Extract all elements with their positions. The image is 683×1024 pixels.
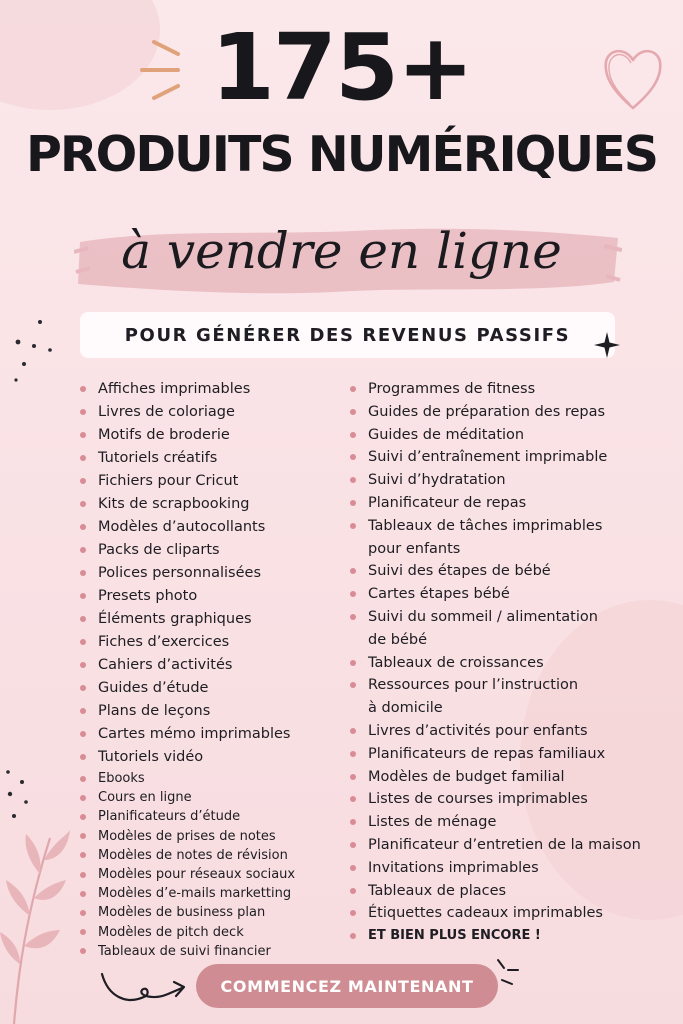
bullet-dot — [350, 682, 356, 688]
list-item: Tableaux de places — [350, 880, 670, 903]
list-item: Planificateur d’entretien de la maison — [350, 834, 670, 857]
list-item: Livres d’activités pour enfants — [350, 720, 670, 743]
bullet-dot — [80, 409, 86, 415]
bullet-dot — [80, 386, 86, 392]
hero-title: PRODUITS NUMÉRIQUES — [26, 126, 657, 183]
hero-number: 175+ — [210, 14, 473, 121]
list-item: Plans de leçons — [80, 700, 338, 723]
list-item: Guides d’étude — [80, 677, 338, 700]
start-now-button[interactable]: COMMENCEZ MAINTENANT — [196, 964, 498, 1008]
list-item: Tutoriels créatifs — [80, 447, 338, 470]
list-item: Modèles de business plan — [80, 903, 338, 922]
bullet-dot — [350, 933, 356, 939]
list-item: Cartes mémo imprimables — [80, 723, 338, 746]
bullet-dot — [350, 432, 356, 438]
bullet-dot — [80, 593, 86, 599]
bullet-dot — [80, 872, 86, 878]
list-item: Polices personnalisées — [80, 562, 338, 585]
bullet-dot — [350, 728, 356, 734]
list-item: Suivi du sommeil / alimentation de bébé — [350, 606, 670, 652]
list-item: Suivi d’hydratation — [350, 469, 670, 492]
list-item: Éléments graphiques — [80, 608, 338, 631]
list-item: Suivi des étapes de bébé — [350, 560, 670, 583]
list-item: Tutoriels vidéo — [80, 746, 338, 769]
product-list-left — [80, 378, 338, 961]
bullet-dot — [350, 751, 356, 757]
list-item: Livres de coloriage — [80, 401, 338, 424]
list-item: Tableaux de tâches imprimables pour enfants — [350, 515, 670, 561]
bullet-dot — [80, 524, 86, 530]
bullet-dot — [80, 814, 86, 820]
bullet-dot — [80, 891, 86, 897]
bullet-dot — [350, 614, 356, 620]
bullet-dot — [350, 454, 356, 460]
bullet-dot — [80, 910, 86, 916]
bullet-dot — [80, 478, 86, 484]
bullet-dot — [80, 754, 86, 760]
bullet-dot — [80, 639, 86, 645]
bullet-dot — [80, 570, 86, 576]
list-item: Modèles d’autocollants — [80, 516, 338, 539]
bullet-dot — [80, 455, 86, 461]
leaf-branch-icon — [0, 824, 72, 1024]
bullet-dot — [80, 731, 86, 737]
list-item: Cahiers d’activités — [80, 654, 338, 677]
bullet-dot — [80, 776, 86, 782]
bullet-dot — [80, 795, 86, 801]
list-item: Fichiers pour Cricut — [80, 470, 338, 493]
bullet-dot — [80, 685, 86, 691]
list-item: Planificateurs d’étude — [80, 807, 338, 826]
list-item: Motifs de broderie — [80, 424, 338, 447]
list-item: Cours en ligne — [80, 788, 338, 807]
list-item: Packs de cliparts — [80, 539, 338, 562]
list-item: Kits de scrapbooking — [80, 493, 338, 516]
list-item: Cartes étapes bébé — [350, 583, 670, 606]
bullet-dot — [350, 888, 356, 894]
final-list-item: ET BIEN PLUS ENCORE ! — [350, 925, 670, 948]
bullet-dot — [350, 819, 356, 825]
bullet-dot — [80, 708, 86, 714]
list-item: Ressources pour l’instruction à domicile — [350, 674, 670, 720]
bullet-dot — [80, 547, 86, 553]
list-item: Affiches imprimables — [80, 378, 338, 401]
bullet-dot — [350, 796, 356, 802]
list-item: Programmes de fitness — [350, 378, 670, 401]
bullet-dot — [80, 852, 86, 858]
list-item: Modèles de pitch deck — [80, 923, 338, 942]
list-item: Modèles pour réseaux sociaux — [80, 865, 338, 884]
subtitle-banner — [80, 312, 615, 358]
dots-icon — [2, 764, 42, 824]
list-item: Modèles d’e-mails marketting — [80, 884, 338, 903]
list-item: Modèles de prises de notes — [80, 827, 338, 846]
dots-icon — [8, 316, 58, 386]
bullet-dot — [80, 948, 86, 954]
bullet-dot — [350, 523, 356, 529]
script-headline: à vendre en ligne — [121, 222, 562, 280]
motion-lines-icon — [494, 958, 520, 988]
bullet-dot — [350, 774, 356, 780]
bullet-dot — [80, 833, 86, 839]
list-item: Modèles de notes de révision — [80, 846, 338, 865]
bullet-dot — [350, 409, 356, 415]
list-item: Planificateurs de repas familiaux — [350, 743, 670, 766]
list-item: Listes de courses imprimables — [350, 788, 670, 811]
bullet-dot — [350, 660, 356, 666]
sparkle-icon — [594, 332, 620, 358]
list-item: Presets photo — [80, 585, 338, 608]
list-item: Listes de ménage — [350, 811, 670, 834]
bullet-dot — [350, 477, 356, 483]
list-item: Modèles de budget familial — [350, 766, 670, 789]
list-item: Suivi d’entraînement imprimable — [350, 446, 670, 469]
bullet-dot — [80, 616, 86, 622]
list-item: Tableaux de suivi financier — [80, 942, 338, 961]
bullet-dot — [350, 568, 356, 574]
bullet-dot — [350, 910, 356, 916]
list-item: Fiches d’exercices — [80, 631, 338, 654]
subtitle-text: POUR GÉNÉRER DES REVENUS PASSIFS — [124, 324, 571, 346]
list-item: Ebooks — [80, 769, 338, 788]
list-item: Guides de méditation — [350, 424, 670, 447]
bullet-dot — [350, 591, 356, 597]
bullet-dot — [350, 865, 356, 871]
list-item: Invitations imprimables — [350, 857, 670, 880]
product-list-right — [350, 378, 670, 948]
list-item: Guides de préparation des repas — [350, 401, 670, 424]
list-item: Étiquettes cadeaux imprimables — [350, 902, 670, 925]
bullet-dot — [350, 386, 356, 392]
list-item: Planificateur de repas — [350, 492, 670, 515]
bullet-dot — [80, 501, 86, 507]
bullet-dot — [80, 432, 86, 438]
bullet-dot — [80, 929, 86, 935]
list-item: Tableaux de croissances — [350, 652, 670, 675]
bullet-dot — [80, 662, 86, 668]
bullet-dot — [350, 500, 356, 506]
bullet-dot — [350, 842, 356, 848]
curved-arrow-icon — [98, 966, 190, 1008]
